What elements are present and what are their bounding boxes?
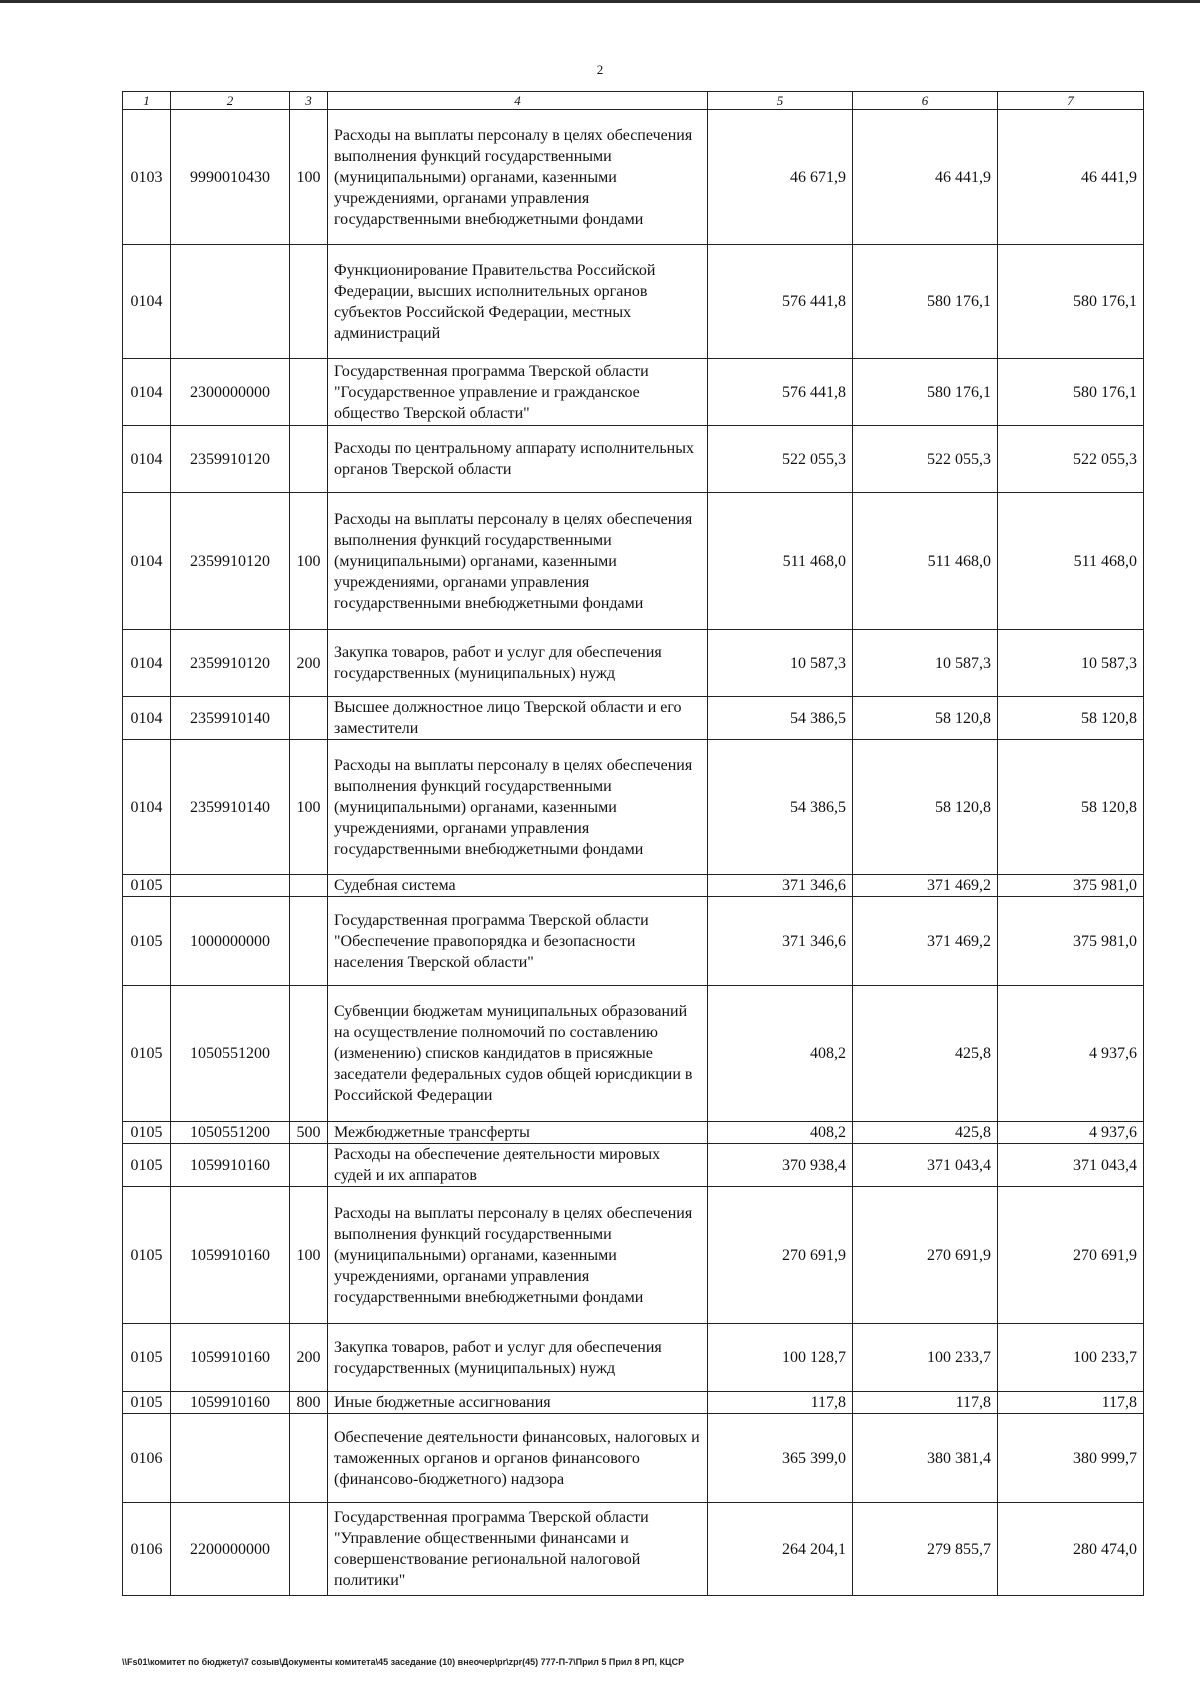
target-article-cell: 2359910120 <box>171 493 290 630</box>
target-article-cell: 2300000000 <box>171 359 290 426</box>
amount-col5-cell: 522 055,3 <box>708 426 853 493</box>
section-code-cell: 0105 <box>123 1324 171 1392</box>
section-code-cell: 0104 <box>123 493 171 630</box>
amount-col7-cell: 58 120,8 <box>998 740 1144 875</box>
target-article-cell: 1059910160 <box>171 1187 290 1324</box>
section-code-cell: 0105 <box>123 875 171 897</box>
item-name-cell: Расходы на выплаты персоналу в целях обеспечения выполнения функций государственными (муниципальными) органами, казенными учреждениями, органами управления государственными внебюджетными фондами <box>328 110 708 245</box>
expense-type-cell: 100 <box>290 493 328 630</box>
item-name-cell: Обеспечение деятельности финансовых, налоговых и таможенных органов и органов финансового (финансово-бюджетного) надзора <box>328 1414 708 1503</box>
column-header: 3 <box>290 92 328 110</box>
header-row <box>123 92 1144 110</box>
expense-type-cell <box>290 697 328 740</box>
amount-col6-cell: 10 587,3 <box>853 630 998 697</box>
amount-col5-cell: 100 128,7 <box>708 1324 853 1392</box>
section-code-cell: 0104 <box>123 359 171 426</box>
target-article-cell: 1059910160 <box>171 1144 290 1187</box>
column-header: 7 <box>998 92 1144 110</box>
target-article-cell <box>171 875 290 897</box>
amount-col7-cell: 270 691,9 <box>998 1187 1144 1324</box>
table-row <box>123 110 1144 245</box>
expense-type-cell <box>290 245 328 359</box>
table-row <box>123 245 1144 359</box>
amount-col7-cell: 4 937,6 <box>998 1122 1144 1144</box>
table-row <box>123 697 1144 740</box>
table-row <box>123 630 1144 697</box>
expense-type-cell: 200 <box>290 1324 328 1392</box>
amount-col6-cell: 117,8 <box>853 1392 998 1414</box>
amount-col5-cell: 576 441,8 <box>708 359 853 426</box>
amount-col6-cell: 380 381,4 <box>853 1414 998 1503</box>
item-name-cell: Закупка товаров, работ и услуг для обеспечения государственных (муниципальных) нужд <box>328 630 708 697</box>
item-name-cell: Иные бюджетные ассигнования <box>328 1392 708 1414</box>
table-row <box>123 1392 1144 1414</box>
section-code-cell: 0105 <box>123 1392 171 1414</box>
amount-col6-cell: 279 855,7 <box>853 1503 998 1596</box>
item-name-cell: Высшее должностное лицо Тверской области и его заместители <box>328 697 708 740</box>
amount-col7-cell: 580 176,1 <box>998 359 1144 426</box>
amount-col5-cell: 408,2 <box>708 1122 853 1144</box>
item-name-cell: Расходы на выплаты персоналу в целях обеспечения выполнения функций государственными (муниципальными) органами, казенными учреждениями, органами управления государственными внебюджетными фондами <box>328 493 708 630</box>
table-row <box>123 426 1144 493</box>
table-row <box>123 359 1144 426</box>
item-name-cell: Судебная система <box>328 875 708 897</box>
table-row <box>123 1122 1144 1144</box>
target-article-cell: 1000000000 <box>171 897 290 986</box>
item-name-cell: Расходы на обеспечение деятельности мировых судей и их аппаратов <box>328 1144 708 1187</box>
top-border-line <box>0 0 1200 3</box>
amount-col5-cell: 408,2 <box>708 986 853 1122</box>
section-code-cell: 0106 <box>123 1414 171 1503</box>
amount-col5-cell: 576 441,8 <box>708 245 853 359</box>
expense-type-cell: 500 <box>290 1122 328 1144</box>
table-row <box>123 1324 1144 1392</box>
target-article-cell: 2200000000 <box>171 1503 290 1596</box>
amount-col6-cell: 425,8 <box>853 986 998 1122</box>
table-body <box>123 110 1144 1596</box>
amount-col5-cell: 365 399,0 <box>708 1414 853 1503</box>
amount-col5-cell: 371 346,6 <box>708 875 853 897</box>
amount-col7-cell: 58 120,8 <box>998 697 1144 740</box>
section-code-cell: 0103 <box>123 110 171 245</box>
table-row <box>123 986 1144 1122</box>
expense-type-cell: 100 <box>290 740 328 875</box>
target-article-cell: 1050551200 <box>171 1122 290 1144</box>
column-header: 6 <box>853 92 998 110</box>
amount-col7-cell: 280 474,0 <box>998 1503 1144 1596</box>
item-name-cell: Расходы по центральному аппарату исполнительных органов Тверской области <box>328 426 708 493</box>
item-name-cell: Закупка товаров, работ и услуг для обеспечения государственных (муниципальных) нужд <box>328 1324 708 1392</box>
expense-type-cell: 800 <box>290 1392 328 1414</box>
amount-col7-cell: 511 468,0 <box>998 493 1144 630</box>
table-row <box>123 740 1144 875</box>
section-code-cell: 0104 <box>123 630 171 697</box>
item-name-cell: Межбюджетные трансферты <box>328 1122 708 1144</box>
amount-col5-cell: 270 691,9 <box>708 1187 853 1324</box>
amount-col6-cell: 371 469,2 <box>853 875 998 897</box>
expense-type-cell <box>290 897 328 986</box>
target-article-cell: 2359910140 <box>171 740 290 875</box>
section-code-cell: 0104 <box>123 740 171 875</box>
section-code-cell: 0105 <box>123 1187 171 1324</box>
section-code-cell: 0106 <box>123 1503 171 1596</box>
column-header: 1 <box>123 92 171 110</box>
expense-type-cell: 100 <box>290 110 328 245</box>
column-header: 5 <box>708 92 853 110</box>
item-name-cell: Расходы на выплаты персоналу в целях обеспечения выполнения функций государственными (муниципальными) органами, казенными учреждениями, органами управления государственными внебюджетными фондами <box>328 1187 708 1324</box>
amount-col5-cell: 54 386,5 <box>708 697 853 740</box>
section-code-cell: 0105 <box>123 897 171 986</box>
section-code-cell: 0104 <box>123 697 171 740</box>
section-code-cell: 0104 <box>123 245 171 359</box>
amount-col7-cell: 380 999,7 <box>998 1414 1144 1503</box>
expense-type-cell <box>290 426 328 493</box>
column-header: 2 <box>171 92 290 110</box>
item-name-cell: Государственная программа Тверской области "Обеспечение правопорядка и безопасности населения Тверской области" <box>328 897 708 986</box>
section-code-cell: 0104 <box>123 426 171 493</box>
table-row <box>123 1414 1144 1503</box>
amount-col6-cell: 511 468,0 <box>853 493 998 630</box>
item-name-cell: Расходы на выплаты персоналу в целях обеспечения выполнения функций государственными (муниципальными) органами, казенными учреждениями, органами управления государственными внебюджетными фондами <box>328 740 708 875</box>
amount-col5-cell: 511 468,0 <box>708 493 853 630</box>
column-header: 4 <box>328 92 708 110</box>
table-row <box>123 1503 1144 1596</box>
amount-col5-cell: 371 346,6 <box>708 897 853 986</box>
table-row <box>123 1144 1144 1187</box>
amount-col7-cell: 375 981,0 <box>998 897 1144 986</box>
target-article-cell: 2359910140 <box>171 697 290 740</box>
amount-col5-cell: 264 204,1 <box>708 1503 853 1596</box>
expense-type-cell <box>290 986 328 1122</box>
item-name-cell: Функционирование Правительства Российской Федерации, высших исполнительных органов субъектов Российской Федерации, местных администраций <box>328 245 708 359</box>
amount-col6-cell: 522 055,3 <box>853 426 998 493</box>
budget-table <box>122 91 1144 1596</box>
target-article-cell: 2359910120 <box>171 630 290 697</box>
section-code-cell: 0105 <box>123 1144 171 1187</box>
amount-col6-cell: 371 469,2 <box>853 897 998 986</box>
amount-col7-cell: 4 937,6 <box>998 986 1144 1122</box>
section-code-cell: 0105 <box>123 1122 171 1144</box>
expense-type-cell <box>290 359 328 426</box>
amount-col6-cell: 46 441,9 <box>853 110 998 245</box>
amount-col6-cell: 58 120,8 <box>853 697 998 740</box>
amount-col6-cell: 100 233,7 <box>853 1324 998 1392</box>
amount-col7-cell: 117,8 <box>998 1392 1144 1414</box>
amount-col5-cell: 46 671,9 <box>708 110 853 245</box>
expense-type-cell <box>290 1414 328 1503</box>
target-article-cell: 2359910120 <box>171 426 290 493</box>
item-name-cell: Государственная программа Тверской области "Государственное управление и гражданское общество Тверской области" <box>328 359 708 426</box>
amount-col5-cell: 117,8 <box>708 1392 853 1414</box>
amount-col6-cell: 425,8 <box>853 1122 998 1144</box>
expense-type-cell <box>290 1503 328 1596</box>
table-row <box>123 897 1144 986</box>
item-name-cell: Государственная программа Тверской области "Управление общественными финансами и совершенствование региональной налоговой политики" <box>328 1503 708 1596</box>
target-article-cell: 1059910160 <box>171 1392 290 1414</box>
target-article-cell <box>171 245 290 359</box>
amount-col7-cell: 371 043,4 <box>998 1144 1144 1187</box>
section-code-cell: 0105 <box>123 986 171 1122</box>
amount-col6-cell: 371 043,4 <box>853 1144 998 1187</box>
amount-col7-cell: 10 587,3 <box>998 630 1144 697</box>
page-number: 2 <box>596 62 604 77</box>
expense-type-cell <box>290 1144 328 1187</box>
table-row <box>123 493 1144 630</box>
amount-col5-cell: 10 587,3 <box>708 630 853 697</box>
amount-col7-cell: 100 233,7 <box>998 1324 1144 1392</box>
amount-col6-cell: 580 176,1 <box>853 359 998 426</box>
target-article-cell: 9990010430 <box>171 110 290 245</box>
amount-col5-cell: 54 386,5 <box>708 740 853 875</box>
target-article-cell <box>171 1414 290 1503</box>
amount-col7-cell: 46 441,9 <box>998 110 1144 245</box>
expense-type-cell: 200 <box>290 630 328 697</box>
item-name-cell: Субвенции бюджетам муниципальных образований на осуществление полномочий по составлению (изменению) списков кандидатов в присяжные заседатели федеральных судов общей юрисдикции в Российской Федерации <box>328 986 708 1122</box>
expense-type-cell: 100 <box>290 1187 328 1324</box>
amount-col6-cell: 58 120,8 <box>853 740 998 875</box>
target-article-cell: 1059910160 <box>171 1324 290 1392</box>
amount-col6-cell: 580 176,1 <box>853 245 998 359</box>
expense-type-cell <box>290 875 328 897</box>
table-row <box>123 875 1144 897</box>
amount-col7-cell: 522 055,3 <box>998 426 1144 493</box>
target-article-cell: 1050551200 <box>171 986 290 1122</box>
amount-col7-cell: 375 981,0 <box>998 875 1144 897</box>
amount-col6-cell: 270 691,9 <box>853 1187 998 1324</box>
table-row <box>123 1187 1144 1324</box>
file-path-footer: \\Fs01\комитет по бюджету\7 созыв\Документы комитета\45 заседание (10) внеочер\pr\zpr(45) 777-П-7\Прил 5 Прил 8 РП, КЦСР <box>122 1657 685 1667</box>
amount-col5-cell: 370 938,4 <box>708 1144 853 1187</box>
amount-col7-cell: 580 176,1 <box>998 245 1144 359</box>
